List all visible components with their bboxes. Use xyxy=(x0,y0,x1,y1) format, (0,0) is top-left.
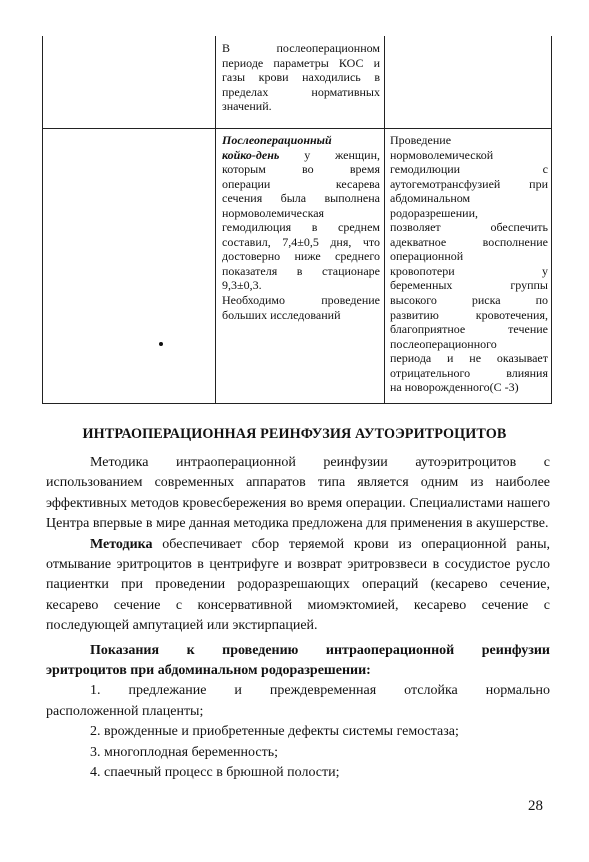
cell-line: на новорожденного(С -3) xyxy=(390,380,519,395)
indications-heading xyxy=(46,641,550,682)
table-cell-row1-col2 xyxy=(222,41,380,114)
table-col-divider-1 xyxy=(215,36,216,404)
cell-title: Послеоперационный xyxy=(222,133,332,147)
paragraph-1: Методика интраоперационной реинфузии аутоэритроцитов с использованием современных аппаратов типа является одним из наиболее эффективных методов кровесбережения во время операции. Специалистами нашего Центра впервые в мире данная методика предложена для применения в акушерстве. xyxy=(46,455,550,532)
cell-line: значений. xyxy=(222,99,272,114)
cell-line: нормоволемической xyxy=(390,147,494,162)
indications-heading-line-2: эритроцитов при абдоминальном родоразрешении: xyxy=(46,663,371,679)
list-item-continuation: расположенной плаценты; xyxy=(46,703,204,719)
cell-line: достоверно ниже среднего xyxy=(222,249,380,264)
cell-line: благоприятное течение xyxy=(390,322,548,337)
paragraph-2-text: обеспечивает сбор теряемой крови из операционной раны, отмывание эритроцитов в центрифуге и возврат эритровзвеси в сосудистое русло пациентки при проведении родоразрешающих операций (кесарево сечение, кесарево сечение с консервативной миомэктомией, кесарево сечение с последующей ампутацией или экстирпацией. xyxy=(46,536,550,634)
cell-line: пределах нормативных xyxy=(222,84,380,99)
section-heading: ИНТРАОПЕРАЦИОННАЯ РЕИНФУЗИЯ АУТОЭРИТРОЦИТОВ xyxy=(82,426,507,442)
cell-line: 9,3±0,3. xyxy=(222,278,262,293)
body-text xyxy=(46,453,550,784)
cell-line: которым во время xyxy=(222,162,380,177)
table-border-left xyxy=(42,36,43,404)
cell-line: кровопотери у xyxy=(390,263,548,278)
cell-line: беременных группы xyxy=(390,278,548,293)
table-cell-row2-col2 xyxy=(222,133,380,322)
table-col-divider-2 xyxy=(384,36,385,404)
cell-line: родоразрешении, xyxy=(390,205,478,220)
cell-line: составил, 7,4±0,5 дня, что xyxy=(222,234,380,249)
cell-line: операционной xyxy=(390,249,464,264)
cell-title-line xyxy=(222,148,380,163)
document-table xyxy=(42,36,552,404)
cell-line: адекватное восполнение xyxy=(390,234,548,249)
paragraph-2-lead: Методика xyxy=(90,536,153,552)
cell-title-line xyxy=(222,133,380,148)
cell-line: гемодилюция в среднем xyxy=(222,220,380,235)
list-item: 4. спаечный процесс в брюшной полости; xyxy=(90,765,340,781)
cell-line: периоде параметры КОС и xyxy=(222,55,380,70)
indications-list xyxy=(46,681,550,783)
cell-title-emphasis: койко-день xyxy=(222,147,280,162)
cell-line: В послеоперационном xyxy=(222,41,380,55)
bullet-mark xyxy=(159,342,163,346)
table-row-divider xyxy=(42,128,552,129)
cell-line: Проведение xyxy=(390,133,452,147)
cell-line: операции кесарева xyxy=(222,176,380,191)
paragraph-2 xyxy=(46,535,550,637)
cell-line: позволяет обеспечить xyxy=(390,220,548,235)
cell-line: Необходимо проведение xyxy=(222,293,380,308)
cell-line: абдоминальном xyxy=(390,191,471,206)
cell-line: нормоволемическая xyxy=(222,205,325,220)
table-border-right xyxy=(551,36,552,404)
list-item: 3. многоплодная беременность; xyxy=(90,744,278,760)
cell-line: отрицательного влияния xyxy=(390,365,548,380)
cell-text: у женщин, xyxy=(279,147,380,162)
cell-line: послеоперационного xyxy=(390,336,497,351)
list-item: 2. врожденные и приобретенные дефекты системы гемостаза; xyxy=(90,724,459,740)
cell-line: высокого риска по xyxy=(390,293,548,308)
cell-line: газы крови находились в xyxy=(222,70,380,85)
cell-line: больших исследований xyxy=(222,307,341,322)
cell-line: сечения была выполнена xyxy=(222,191,380,206)
list-item: 1. предлежание и преждевременная отслойка нормально xyxy=(90,683,550,699)
cell-line: гемодилюции с xyxy=(390,162,548,177)
table-border-bottom xyxy=(42,403,552,404)
indications-heading-line-1: Показания к проведению интраоперационной реинфузии xyxy=(90,642,550,658)
table-cell-row2-col3 xyxy=(390,133,548,395)
cell-line: аутогемотрансфузией при xyxy=(390,176,548,191)
cell-line: развитию кровотечения, xyxy=(390,307,548,322)
cell-line: периода и не оказывает xyxy=(390,351,548,366)
cell-line: показателя в стационаре xyxy=(222,263,380,278)
page-number: 28 xyxy=(528,798,543,814)
